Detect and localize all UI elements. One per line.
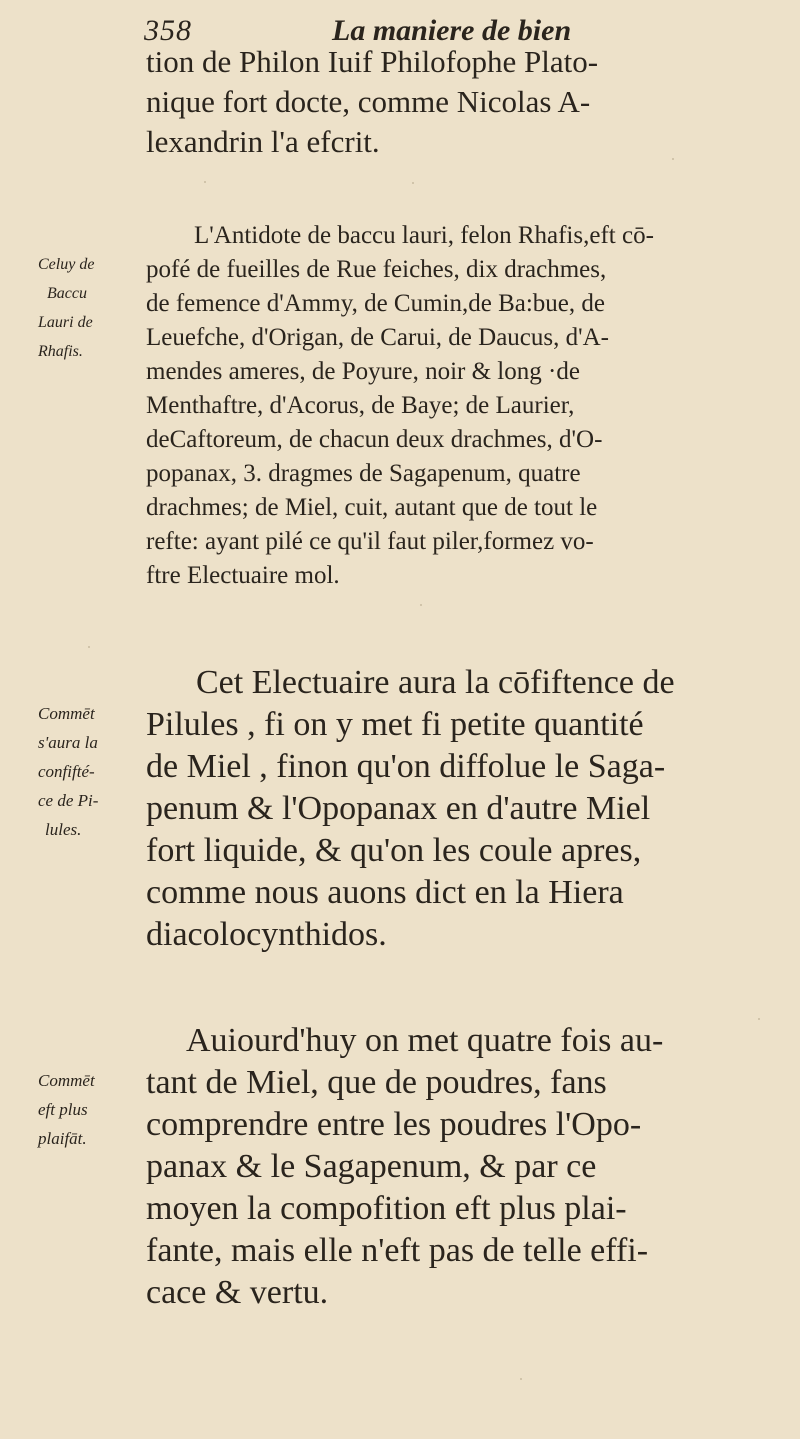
margin-note-line: Celuy de (38, 256, 95, 273)
recipe-line: mendes ameres, de Poyure, noir & long ·de (146, 358, 580, 385)
today-line: cace & vertu. (146, 1274, 329, 1311)
electuary-line: de Miel , finon qu'on diffolue le Saga- (146, 748, 666, 785)
electuary-line: diacolocynthidos. (146, 916, 387, 953)
recipe-line: deCaftoreum, de chacun deux drachmes, d'O- (146, 426, 603, 453)
running-head (118, 8, 678, 48)
intro-line: tion de Philon Iuif Philofophe Plato- (146, 44, 599, 79)
recipe-line: L'Antidote de baccu lauri, felon Rhafis,eft cō- (194, 222, 654, 249)
margin-note-line: eft plus (38, 1100, 88, 1119)
margin-note-line: Commēt (38, 1071, 95, 1090)
paper-speck (758, 1018, 760, 1020)
electuary-line: fort liquide, & qu'on les coule apres, (146, 832, 642, 869)
margin-note-line: s'aura la (38, 733, 98, 752)
paper-speck (672, 158, 674, 160)
electuary-line: comme nous auons dict en la Hiera (146, 874, 624, 911)
page-number: 358 (144, 14, 192, 47)
today-line: panax & le Sagapenum, & par ce (146, 1148, 597, 1185)
recipe-line: Leuefche, d'Origan, de Carui, de Daucus, d'A- (146, 324, 610, 351)
recipe-line: popanax, 3. dragmes de Sagapenum, quatre (146, 460, 581, 487)
today-line: comprendre entre les poudres l'Opo- (146, 1106, 642, 1143)
margin-note-line: Lauri de (38, 314, 93, 331)
today-line: Auiourd'huy on met quatre fois au- (186, 1022, 664, 1059)
intro-line: lexandrin l'a efcrit. (146, 124, 380, 159)
recipe-line: de femence d'Ammy, de Cumin,de Ba:bue, de (146, 290, 605, 317)
margin-note-line: confifté- (38, 762, 95, 781)
electuary-line: penum & l'Opopanax en d'autre Miel (146, 790, 651, 827)
paper-speck (520, 1378, 522, 1380)
margin-note-line: ce de Pi- (38, 791, 99, 810)
paper-speck (420, 604, 422, 606)
today-line: tant de Miel, que de poudres, fans (146, 1064, 607, 1101)
paper-speck (412, 182, 414, 184)
margin-note-line: Baccu (47, 285, 87, 302)
margin-note-line: Rhafis. (38, 343, 83, 360)
paper-speck (88, 646, 90, 648)
margin-note-line: lules. (45, 820, 82, 839)
running-title: La maniere de bien (332, 14, 572, 47)
electuary-line: Cet Electuaire aura la cōfiftence de (196, 664, 675, 701)
recipe-line: refte: ayant pilé ce qu'il faut piler,formez vo- (146, 528, 594, 555)
paper-speck (204, 181, 206, 183)
recipe-line: drachmes; de Miel, cuit, autant que de tout le (146, 494, 598, 521)
today-line: moyen la compofition eft plus plai- (146, 1190, 627, 1227)
margin-note-line: Commēt (38, 704, 95, 723)
margin-note-line: plaifāt. (38, 1129, 87, 1148)
recipe-line: Menthaftre, d'Acorus, de Baye; de Laurier, (146, 392, 575, 419)
today-line: fante, mais elle n'eft pas de telle effi- (146, 1232, 649, 1269)
recipe-line: ftre Electuaire mol. (146, 562, 340, 589)
intro-line: nique fort docte, comme Nicolas A- (146, 84, 591, 119)
electuary-line: Pilules , fi on y met fi petite quantité (146, 706, 644, 743)
recipe-line: pofé de fueilles de Rue feiches, dix drachmes, (146, 256, 607, 283)
